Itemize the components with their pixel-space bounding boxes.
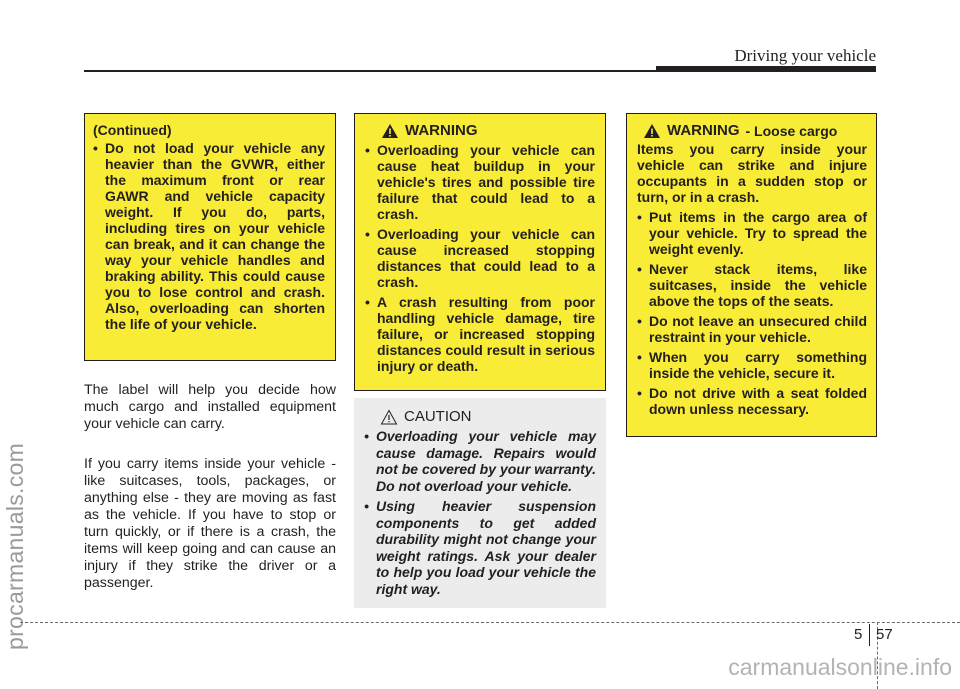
caution-list [364,428,596,597]
cargo-warning-intro: Items you carry inside your vehicle can strike and injure occupants in a sudden stop or turn, or in a crash. [637,141,867,205]
body-paragraph-1: The label will help you decide how much cargo and installed equipment your vehicle can carry. [84,382,336,432]
page-number: 57 [876,626,893,643]
warning-box [354,113,606,391]
caution-box [354,398,606,608]
warning-list [365,142,595,374]
warning-heading [381,122,595,139]
section-title: Driving your vehicle [734,46,876,65]
continued-item: • Do not load your vehicle any heavier than the GVWR, either the maximum front or rear GAWR and vehicle capacity weight. If you do, parts, including tires on your vehicle can break, and it can change the way your vehicle handles and braking ability. This could cause you to lose control and crash. Also, overloading can shorten the life of your vehicle. [93,140,325,332]
cargo-warning-list [637,209,867,417]
cargo-warning-item: • When you carry something inside the vehicle, secure it. [637,349,867,381]
continued-warning-box [84,113,336,361]
cargo-warning-item: • Put items in the cargo area of your vehicle. Try to spread the weight evenly. [637,209,867,257]
caution-triangle-icon [380,409,398,425]
watermark-left: procarmanuals.com [2,442,28,650]
cargo-warning-heading [643,122,867,139]
continued-heading: (Continued) [93,122,172,138]
warning-heading-text: WARNING [405,122,478,139]
warning-triangle-icon [381,123,399,139]
header-bar [656,66,876,72]
cargo-warning-subheading: - Loose cargo [745,122,838,139]
body-paragraph-2: If you carry items inside your vehicle - like suitcases, tools, packages, or anything else - they are moving as fast as the vehicle. If you have to stop or turn quickly, or if there is a crash, the items will keep going and can cause an injury if they strike the driver or a passenger. [84,456,336,591]
cargo-warning-box [626,113,877,437]
continued-list [93,140,325,332]
footer-rule [20,622,960,623]
caution-item: • Using heavier suspension components to get added durability might not change your weight ratings. Ask your dealer to help you load your vehicle the right way. [364,498,596,597]
section-number: 5 [854,626,863,643]
warning-item: • A crash resulting from poor handling vehicle damage, tire failure, or increased stopping distances could result in serious injury or death. [365,294,595,374]
caution-heading-text: CAUTION [404,408,472,425]
warning-item: • Overloading your vehicle can cause increased stopping distances that could lead to a crash. [365,226,595,290]
caution-heading [380,408,596,425]
page-number-separator [869,624,870,646]
caution-item: • Overloading your vehicle may cause damage. Repairs would not be covered by your warranty. Do not overload your vehicle. [364,428,596,494]
warning-item: • Overloading your vehicle can cause heat buildup in your vehicle's tires and possible tire failure that could lead to a crash. [365,142,595,222]
cargo-warning-item: • Do not drive with a seat folded down unless necessary. [637,385,867,417]
warning-triangle-icon [643,123,661,139]
cargo-warning-item: • Do not leave an unsecured child restraint in your vehicle. [637,313,867,345]
cargo-warning-heading-text: WARNING [667,122,740,139]
cargo-warning-item: • Never stack items, like suitcases, inside the vehicle above the tops of the seats. [637,261,867,309]
watermark-bottom: carmanualsonline.info [728,654,952,680]
